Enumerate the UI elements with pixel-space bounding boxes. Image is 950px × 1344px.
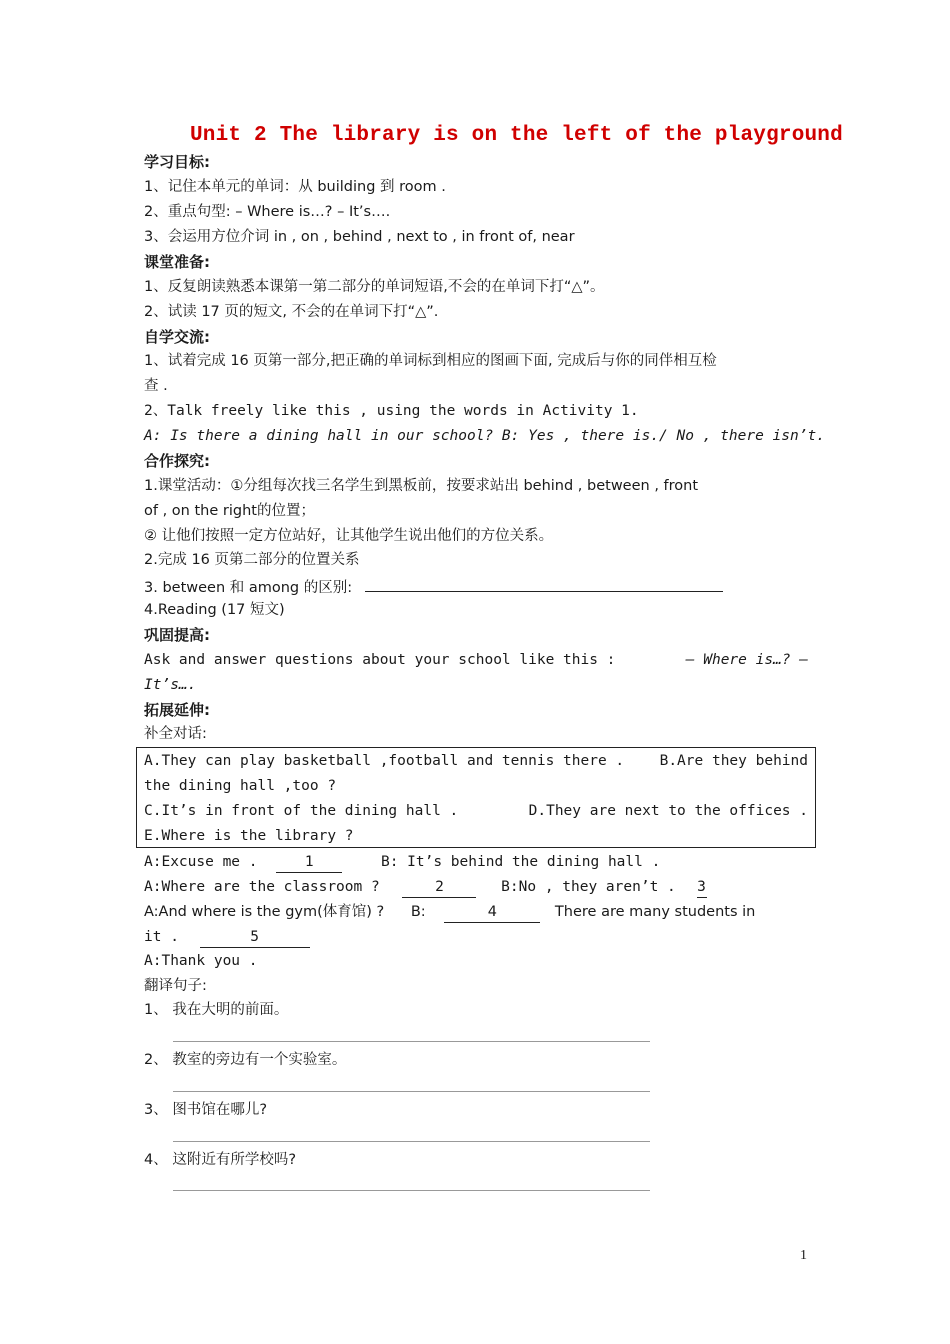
dialogue-text: it . xyxy=(144,929,179,945)
option-a: A.They can play basketball ,football and tennis there . xyxy=(144,753,625,769)
self-study-item: 2、Talk freely like this , using the words in Activity 1. xyxy=(144,403,639,419)
translation-item: 3、 图书馆在哪儿? xyxy=(144,1102,268,1118)
translation-item: 2、 教室的旁边有一个实验室。 xyxy=(144,1052,347,1068)
goal-item: 2、重点句型: – Where is…? – It’s…. xyxy=(144,204,391,220)
prep-item: 2、试读 17 页的短文, 不会的在单词下打“△”. xyxy=(144,304,439,320)
answer-line[interactable] xyxy=(173,1190,650,1191)
dialogue-line xyxy=(144,877,707,898)
goals-heading: 学习目标: xyxy=(144,153,210,171)
cooperation-item: of , on the right的位置； xyxy=(144,503,315,519)
between-among-blank[interactable] xyxy=(365,575,723,592)
consolidation-text: Ask and answer questions about your school like this : xyxy=(144,652,616,668)
dialogue-text: There are many students in xyxy=(554,904,756,920)
dialogue-line xyxy=(144,902,755,923)
blank-2[interactable]: 2 xyxy=(402,877,476,898)
translation-item: 4、 这附近有所学校吗? xyxy=(144,1152,297,1168)
option-b: B.Are they behind xyxy=(659,753,808,769)
blank-5[interactable]: 5 xyxy=(200,927,310,948)
prep-heading: 课堂准备: xyxy=(144,253,210,271)
extension-subheading: 补全对话: xyxy=(144,726,207,742)
cooperation-item: ② 让他们按照一定方位站好，让其他学生说出他们的方位关系。 xyxy=(144,528,554,544)
dialogue-text: B: xyxy=(410,904,426,920)
cooperation-heading: 合作探究: xyxy=(144,452,210,470)
option-d: D.They are next to the offices . xyxy=(528,803,808,819)
consolidation-line xyxy=(144,650,808,670)
page-title: Unit 2 The library is on the left of the playground xyxy=(190,124,843,147)
dialogue-line xyxy=(144,852,660,873)
option-row xyxy=(144,801,808,821)
dialogue-line: A:Thank you . xyxy=(144,953,258,969)
option-c: C.It’s in front of the dining hall . xyxy=(144,803,459,819)
answer-line[interactable] xyxy=(173,1141,650,1142)
page-number: 1 xyxy=(800,1248,807,1263)
self-study-heading: 自学交流: xyxy=(144,328,210,346)
cooperation-item: 1.课堂活动：①分组每次找三名学生到黑板前，按要求站出 behind , between , front xyxy=(144,478,699,494)
self-study-item: 查 . xyxy=(144,378,168,394)
between-among-label: 3. between 和 among 的区别: xyxy=(144,580,353,596)
blank-3[interactable]: 3 xyxy=(697,877,707,898)
cooperation-item: 4.Reading (17 短文) xyxy=(144,602,285,618)
goal-item: 3、会运用方位介词 in , on , behind , next to , in front of, near xyxy=(144,229,575,245)
prep-item: 1、反复朗读熟悉本课第一第二部分的单词短语,不会的在单词下打“△”。 xyxy=(144,279,605,295)
consolidation-line: It’s…. xyxy=(144,677,197,693)
consolidation-pattern: – Where is…? – xyxy=(685,652,808,668)
dialogue-text: A:Where are the classroom ? xyxy=(144,879,380,895)
dialogue-text: A:And where is the gym(体育馆) ? xyxy=(144,904,385,920)
answer-line[interactable] xyxy=(173,1041,650,1042)
dialogue-line xyxy=(144,927,310,948)
translation-item: 1、 我在大明的前面。 xyxy=(144,1002,289,1018)
dialogue-text: B: It’s behind the dining hall . xyxy=(380,854,661,870)
option-e: E.Where is the library ? xyxy=(144,828,354,844)
blank-1[interactable]: 1 xyxy=(276,852,342,873)
dialogue-text: B:No , they aren’t . xyxy=(501,879,676,895)
goal-item: 1、记住本单元的单词：从 building 到 room . xyxy=(144,179,446,195)
option-b-cont: the dining hall ,too ? xyxy=(144,778,337,794)
cooperation-item xyxy=(144,575,723,598)
example-dialogue: A: Is there a dining hall in our school? B: Yes , there is./ No , there isn’t. xyxy=(144,428,825,444)
translation-heading: 翻译句子: xyxy=(144,978,207,994)
answer-line[interactable] xyxy=(173,1091,650,1092)
cooperation-item: 2.完成 16 页第二部分的位置关系 xyxy=(144,552,360,568)
blank-4[interactable]: 4 xyxy=(444,902,540,923)
self-study-item: 1、试着完成 16 页第一部分,把正确的单词标到相应的图画下面, 完成后与你的同伴相互检 xyxy=(144,353,717,369)
extension-heading: 拓展延伸: xyxy=(144,701,210,719)
option-row xyxy=(144,751,808,771)
dialogue-text: A:Excuse me . xyxy=(144,854,258,870)
consolidation-heading: 巩固提高: xyxy=(144,626,210,644)
